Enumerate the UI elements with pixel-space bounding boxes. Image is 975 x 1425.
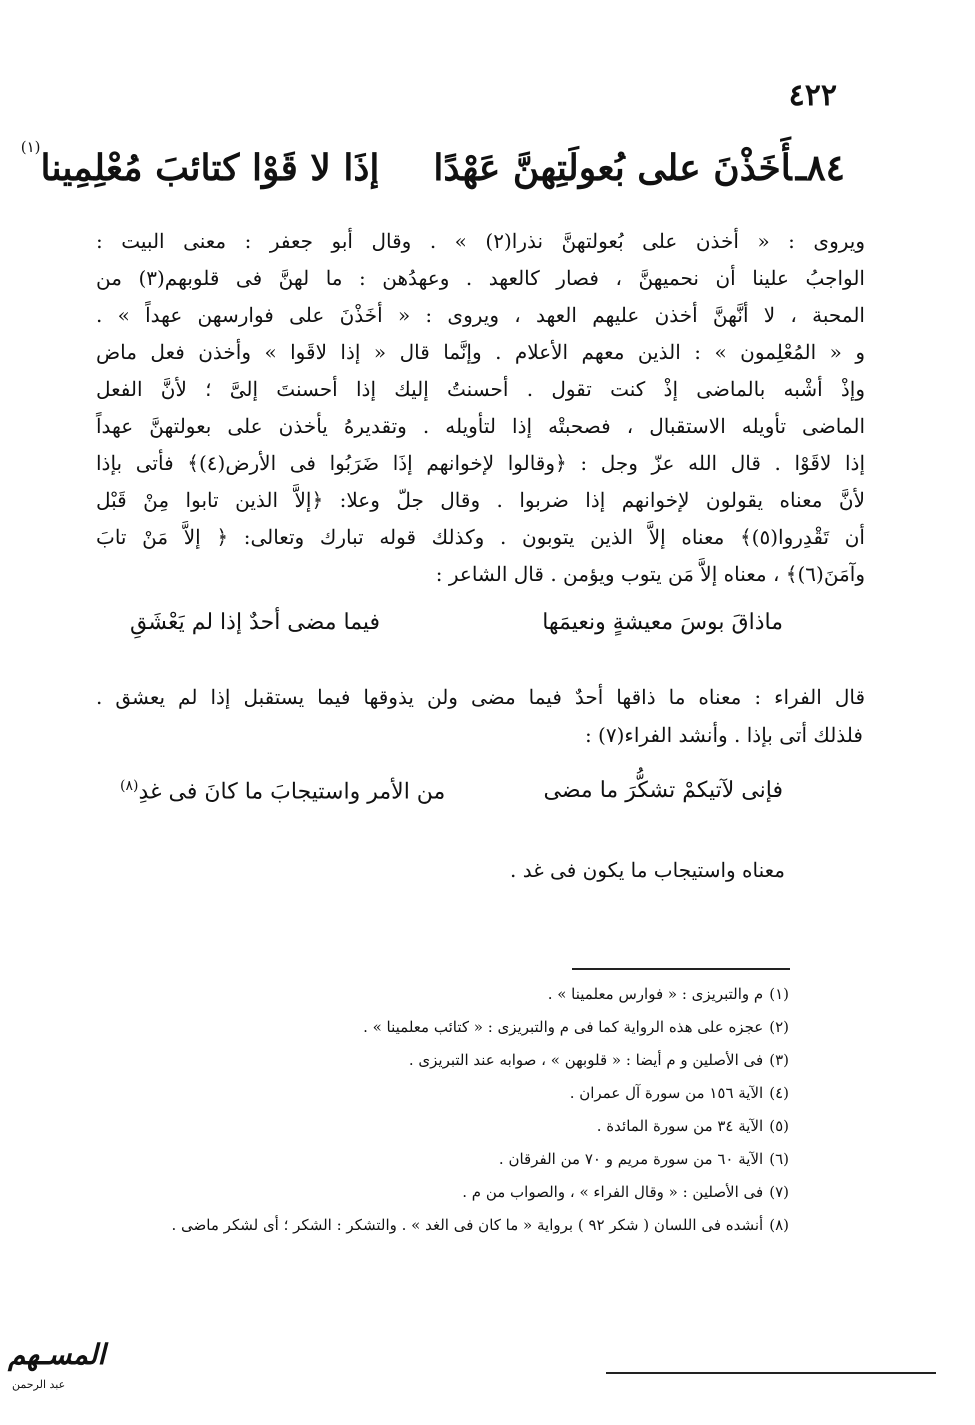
footnote [499, 1150, 789, 1168]
page-number: ٤٢٢ [788, 78, 837, 113]
footnote-text: عجزه على هذه الرواية كما فى م والتبريزى : « كتائب معلمينا » . [363, 1018, 764, 1036]
footnote-number: (٨) [769, 1216, 789, 1234]
verse-second-hemistich: إذَا لا قَوْا كتائبَ مُعْلِمِينا [40, 147, 380, 189]
body-line: الماضى تأويله الاستقبال ، فصحبتْه إذا لتأويله . وتقديرهُ يأخذن على بعولتهنَّ عهداً [96, 414, 865, 438]
poem-verse [130, 610, 783, 635]
body-line: أن تَقْدِروا(٥)﴾ معناه إلاَّ الذين يتوبون . وكذلك قوله تبارك وتعالى: ﴿ إلاَّ مَنْ تابَ [96, 525, 865, 549]
verse-first-hemistich: أَخَذْنَ على بُعولَتِهنَّ عَهْدًا [433, 147, 792, 189]
footnote-number: (٢) [769, 1018, 789, 1036]
poem-first-hemistich: ماذاقَ بوسَ معيشةٍ ونعيمَها [542, 610, 783, 635]
footnote-text: فى الأصلين : « وقال الفراء » ، والصواب من م . [462, 1183, 764, 1201]
poem-first-hemistich: فإنى لآتيكمْ تشكُّرَ ما مضى [543, 778, 783, 803]
footnote [363, 1018, 789, 1036]
body-line: و « المُعْلِمون » : الذين معهم الأعلام . وإنَّما قال « إذا لاقَوا » وأخذن فعل ماض [96, 340, 865, 364]
footnote-ref: (١) [20, 138, 41, 156]
footnote [548, 985, 789, 1003]
footnote-number: (٥) [769, 1117, 789, 1135]
footnote-text: الآية ٣٤ من سورة المائدة . [596, 1117, 764, 1135]
footnote [409, 1051, 789, 1069]
footnote-number: (٤) [769, 1084, 789, 1102]
closing-line: معناه واستيجاب ما يكون فى غد . [510, 858, 785, 882]
body-line: قال الفراء : معناه ما ذاقها أحدٌ فيما مضى ولن يذوقها فيما يستقبل إذا لم يعشق . [96, 685, 865, 709]
verse-number: ٨٤ـ [795, 147, 845, 189]
bottom-line [606, 1372, 936, 1374]
footnote-text: الآية ١٥٦ من سورة آل عمران . [569, 1084, 764, 1102]
footnote-text: الآية ٦٠ من سورة مريم و ٧٠ من الفرقان . [498, 1150, 764, 1168]
footnote-text: فى الأصلين و م أيضا : « قلوبهن » ، صوابه عند التبريزى . [408, 1051, 764, 1069]
body-line: وآمَنَ(٦)﴾ ، معناه إلاَّ مَن يتوب ويؤمن . قال الشاعر : [435, 562, 865, 586]
footnote-text: أنشده فى اللسان ( شكر ٩٢ ) برواية « ما كان فى الغد » . والتشكر : الشكر ؛ أى لشكر ماضى . [171, 1216, 764, 1234]
body-line: ويروى : « أخذن على بُعولتهنَّ نذرا(٢) » . وقال أبو جعفر : معنى البيت : [96, 229, 865, 253]
body-line: إذا لاقَوْا . قال الله عزّ وجل : ﴿وقالوا لإخوانهم إذَا ضَرَبُوا فى الأرض(٤)﴾ فأتى بإذا [96, 451, 865, 475]
footnote-text: م والتبريزى : « فوارس معلمينا » . [547, 985, 764, 1003]
poem-verse [120, 778, 783, 804]
body-line: المحبة ، لا أنَّهنَّ أخذن عليهم العهد ، ويروى : « أخَذْنَ على فوارسهن عهداً » . [96, 303, 865, 327]
footnote [597, 1117, 789, 1135]
footnote-number: (١) [769, 985, 789, 1003]
body-line: فلذلك أتى بإذا . وأنشد الفراء(٧) : [584, 723, 863, 747]
poem-second-hemistich: من الأمر واستيجابَ ما كانَ فى غدِ [138, 779, 446, 805]
verse-heading [20, 138, 845, 189]
footnote-ref: (٨) [120, 778, 139, 794]
footnote [172, 1216, 789, 1234]
footnote-number: (٣) [769, 1051, 789, 1069]
footnote [570, 1084, 789, 1102]
library-stamp-logo [8, 1328, 106, 1404]
body-line: الواجبُ علينا أن نحميهنَّ ، فصار كالعهد . وعهدُهن : ما لهنَّ فى قلوبهم(٣) من [96, 266, 865, 290]
footnote [462, 1183, 789, 1201]
stamp-subtext: عبد الرحمن [12, 1378, 66, 1391]
body-line: وإذْ أشْبه بالماضى إذْ كنت تقول . أحسنتُ إليك إذا أحسنتَ إلىَّ ؛ لأنَّ الفعل [96, 377, 865, 401]
footnote-number: (٧) [769, 1183, 789, 1201]
footnote-number: (٦) [769, 1150, 789, 1168]
poem-second-hemistich: فيما مضى أحدٌ إذا لم يَعْشَقِ [130, 610, 381, 635]
footnote-separator [572, 968, 790, 970]
body-line: لأنَّ معناه يقولون لإخوانهم إذا ضربوا . وقال جلّ وعلا: ﴿إلاَّ الذين تابوا مِنْ قَبْل [96, 488, 865, 512]
stamp-text: المسـهم [8, 1338, 106, 1371]
